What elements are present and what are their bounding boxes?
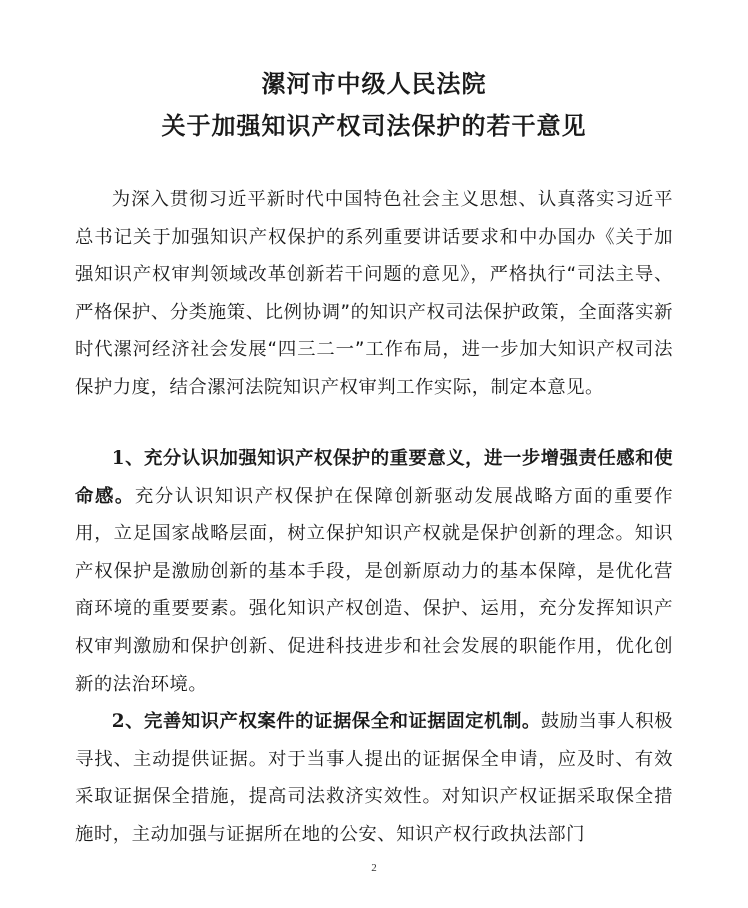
document-title-court: 漯河市中级人民法院 bbox=[261, 69, 487, 98]
section-2-heading: 2、完善知识产权案件的证据保全和证据固定机制。 bbox=[111, 711, 541, 732]
section-1-paragraph bbox=[75, 440, 673, 703]
section-1-heading: 1、充分认识加强知识产权保护的重要意义，进一步增强责任感和使命感。 bbox=[75, 448, 673, 507]
section-1-text: 充分认识知识产权保护在保障创新驱动发展战略方面的重要作用，立足国家战略层面，树立保护知识产权就是保护创新的理念。知识产权保护是激励创新的基本手段，是创新原动力的基本保障，是优化营商环境的重要要素。强化知识产权创造、保护、运用，充分发挥知识产权审判激励和保护创新、促进科技进步和社会发展的职能作用，优化创新的法治环境。 bbox=[75, 485, 673, 695]
intro-paragraph: 为深入贯彻习近平新时代中国特色社会主义思想、认真落实习近平总书记关于加强知识产权保护的系列重要讲话要求和中办国办《关于加强知识产权审判领域改革创新若干问题的意见》，严格执行“司法主导、严格保护、分类施策、比例协调”的知识产权司法保护政策，全面落实新时代漯河经济社会发展“四三二一”工作布局，进一步加大知识产权司法保护力度，结合漯河法院知识产权审判工作实际，制定本意见。 bbox=[75, 189, 673, 398]
document-title-subject: 关于加强知识产权司法保护的若干意见 bbox=[161, 111, 587, 140]
section-2-text: 鼓励当事人积极寻找、主动提供证据。对于当事人提出的证据保全申请，应及时、有效采取证据保全措施，提高司法救济实效性。对知识产权证据采取保全措施时，主动加强与证据所在地的公安、知识产权行政执法部门 bbox=[75, 711, 673, 845]
section-2-paragraph bbox=[75, 703, 673, 853]
page-number: 2 bbox=[371, 862, 377, 874]
